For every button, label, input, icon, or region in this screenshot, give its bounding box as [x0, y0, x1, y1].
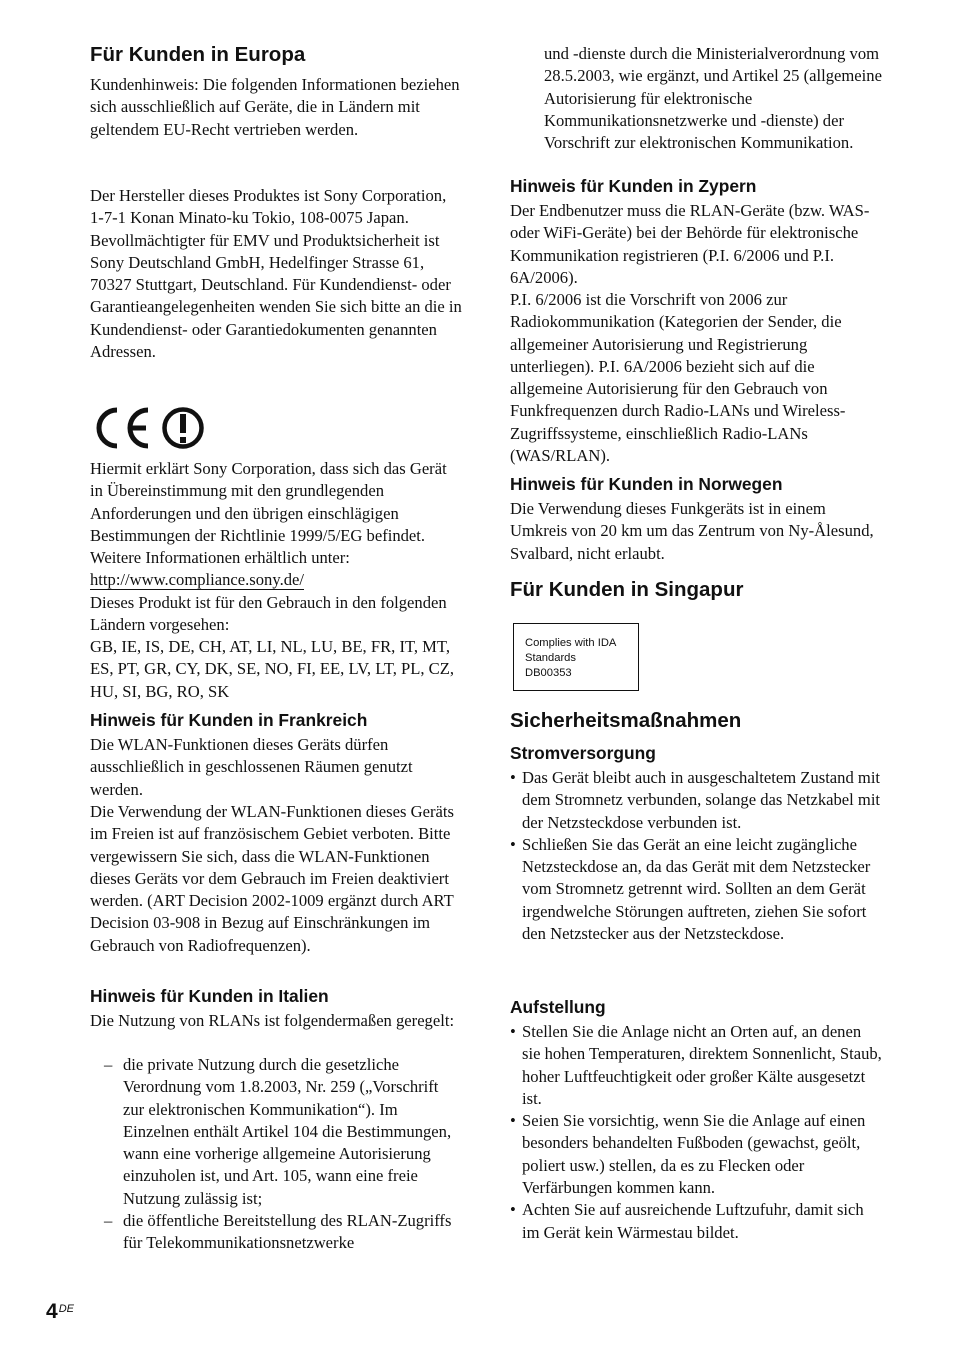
compliance-link[interactable]: http://www.compliance.sony.de/: [90, 570, 304, 590]
page-number: [46, 1300, 74, 1324]
declaration-paragraph: [90, 458, 462, 592]
france-paragraph-2: Die Verwendung der WLAN-Funktionen dieses Geräts im Freien ist auf französischem Gebiet verboten. Bitte vergewissern Sie sich, dass die WLAN-Funktionen dieses Geräts vor dem Gebrauch im Freien deaktiviert werden. (ART Decision 2002-1009 ergänzt durch ART Decision 03-908 in Bezug auf Einschränkungen im Gebrauch von Radiofrequenzen).: [90, 802, 454, 955]
ida-line-3: DB00353: [525, 667, 572, 679]
cyprus-paragraph-1: Der Endbenutzer muss die RLAN-Geräte (bzw. WAS- oder WiFi-Geräte) bei der Behörde für elektronische Kommunikation registrieren (P.I. 6/2006 und P.I. 6A/2006).: [510, 201, 870, 287]
italy-paragraph: Die Nutzung von RLANs ist folgendermaßen geregelt:: [90, 1011, 455, 1030]
declaration-text: Hiermit erklärt Sony Corporation, dass sich das Gerät in Übereinstimmung mit den grundlegenden Anforderungen und den übrigen einschlägigen Bestimmungen der Richtlinie 1999/5/EG befindet. Weitere Informationen erhältlich unter:: [90, 459, 447, 568]
europe-paragraph-1: Kundenhinweis: Die folgenden Informationen beziehen sich ausschließlich auf Geräte, die in Ländern mit geltendem EU-Recht vertrieben werden.: [90, 75, 460, 139]
norway-heading: Hinweis für Kunden in Norwegen: [510, 474, 783, 494]
france-heading: Hinweis für Kunden in Frankreich: [90, 710, 368, 730]
setup-list: [510, 1021, 882, 1244]
italy-heading: Hinweis für Kunden in Italien: [90, 986, 329, 1006]
countries-intro: Dieses Produkt ist für den Gebrauch in den folgenden Ländern vorgesehen:: [90, 593, 447, 635]
europe-heading: Für Kunden in Europa: [90, 43, 306, 66]
power-list: [510, 767, 882, 945]
italy-list: [104, 1054, 462, 1255]
list-item: – die öffentliche Bereitstellung des RLAN-Zugriffs für Telekommunikationsnetzwerke: [104, 1210, 462, 1255]
norway-paragraph: Die Verwendung dieses Funkgeräts ist in einem Umkreis von 20 km um das Zentrum von Ny-Ålesund, Svalbard, nicht erlaubt.: [510, 499, 874, 563]
list-item: • Seien Sie vorsichtig, wenn Sie die Anlage auf einen besonders behandelten Fußboden (gewachst, geölt, poliert usw.) stellen, da es zu Flecken oder Verfärbungen kommen kann.: [510, 1110, 882, 1199]
europe-paragraph-2: Der Hersteller dieses Produktes ist Sony Corporation, 1-7-1 Konan Minato-ku Tokio, 108-0075 Japan. Bevollmächtigter für EMV und Produktsicherheit ist Sony Deutschland GmbH, Hedelfinger Strasse 61, 70327 Stuttgart, Deutschland. Für Kundendienst- oder Garantieangelegenheiten wenden Sie sich bitte an die in Kundendienst- oder Garantiedokumenten genannten Adressen.: [90, 186, 462, 362]
list-item: • Das Gerät bleibt auch in ausgeschaltetem Zustand mit dem Stromnetz verbunden, solange das Netzkabel mit der Netzsteckdose verbunden ist.: [510, 767, 882, 834]
list-item: – die private Nutzung durch die gesetzliche Verordnung vom 1.8.2003, Nr. 259 („Vorschrift zur elektronischen Kommunikation“). Im Einzelnen enthält Artikel 104 die Bestimmungen, wann eine vorherige allgemeine Autorisierung einzuholen ist, und Art. 105, wann eine freie Nutzung zulässig ist;: [104, 1054, 462, 1210]
list-item: • Stellen Sie die Anlage nicht an Orten auf, an denen sie hohen Temperaturen, direktem Sonnenlicht, Staub, hoher Luftfeuchtigkeit oder großer Kälte ausgesetzt ist.: [510, 1021, 882, 1110]
list-item: • Schließen Sie das Gerät an eine leicht zugängliche Netzsteckdose an, da das Gerät mit dem Netzstecker vom Stromnetz getrennt wird. Sollten an dem Gerät irgendwelche Störungen auftreten, ziehen Sie sofort den Netzstecker aus der Netzsteckdose.: [510, 834, 882, 945]
singapore-heading: Für Kunden in Singapur: [510, 578, 744, 601]
cyprus-heading: Hinweis für Kunden in Zypern: [510, 176, 757, 196]
page-number-value: 4: [46, 1300, 58, 1323]
ce-alert-mark-icon: [90, 402, 210, 454]
ida-line-2: Standards: [525, 652, 576, 664]
page-language-suffix: DE: [58, 1303, 74, 1315]
power-heading: Stromversorgung: [510, 743, 656, 763]
cyprus-paragraph-2: P.I. 6/2006 ist die Vorschrift von 2006 zur Radiokommunikation (Kategorien der Sender, die allgemeiner Autorisierung und Registrierung unterliegen). P.I. 6A/2006 bezieht sich auf die allgemeine Autorisierung für den Gebrauch von Funkfrequenzen durch Radio-LANs und Wireless-Zugriffssysteme, einschließlich Radio-LANs (WAS/RLAN).: [510, 290, 846, 466]
countries-list: GB, IE, IS, DE, CH, AT, LI, NL, LU, BE, FR, IT, MT, ES, PT, GR, CY, DK, SE, NO, FI, EE, LV, LT, PL, CZ, HU, SI, BG, RO, SK: [90, 637, 455, 701]
italy-continuation: und -dienste durch die Ministerialverordnung vom 28.5.2003, wie ergänzt, und Artikel 25 (allgemeine Autorisierung für elektronische Kommunikationsnetzwerke und -dienste) der Vorschrift zur elektronischen Kommunikation.: [544, 44, 882, 153]
france-paragraph-1: Die WLAN-Funktionen dieses Geräts dürfen ausschließlich in geschlossenen Räumen genutzt werden.: [90, 735, 413, 799]
list-item: • Achten Sie auf ausreichende Luftzufuhr, damit sich im Gerät kein Wärmestau bildet.: [510, 1199, 882, 1244]
setup-heading: Aufstellung: [510, 997, 606, 1017]
safety-heading: Sicherheitsmaßnahmen: [510, 709, 742, 732]
ida-line-1: Complies with IDA: [525, 637, 617, 649]
ida-compliance-label: [513, 623, 639, 691]
